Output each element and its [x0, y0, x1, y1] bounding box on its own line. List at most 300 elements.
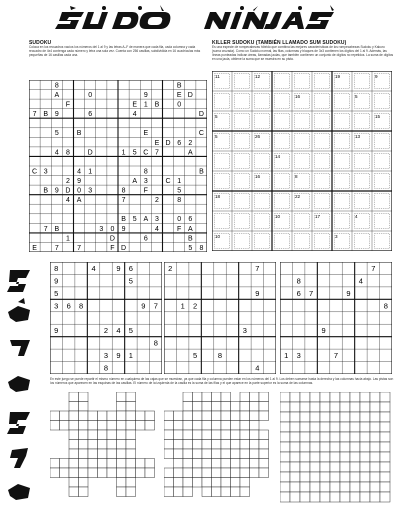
puzzle-cell[interactable] — [340, 422, 350, 432]
puzzle-cell[interactable] — [174, 478, 184, 488]
sudoku-cell[interactable]: 4 — [65, 197, 70, 205]
puzzle-cell[interactable] — [330, 462, 340, 472]
sudoku-cell[interactable]: B — [76, 130, 82, 138]
puzzle-cell[interactable] — [98, 459, 108, 469]
sudoku-cell[interactable]: D — [121, 244, 127, 252]
sudoku-cell[interactable]: D — [198, 111, 204, 119]
puzzle-cell[interactable] — [79, 421, 89, 431]
puzzle-cell[interactable] — [202, 478, 212, 488]
puzzle-cell[interactable] — [350, 422, 360, 432]
sudoku-cell[interactable]: C — [198, 130, 204, 138]
puzzle-cell[interactable] — [250, 449, 260, 459]
mini-sudoku-cell[interactable]: 6 — [128, 263, 133, 273]
puzzle-cell[interactable] — [370, 402, 380, 412]
puzzle-cell[interactable] — [183, 421, 193, 431]
puzzle-cell[interactable] — [117, 449, 127, 459]
puzzle-cell[interactable] — [231, 487, 241, 497]
sudoku-cell[interactable]: E — [143, 130, 149, 138]
puzzle-cell[interactable] — [136, 459, 146, 469]
puzzle-cell[interactable] — [250, 411, 260, 421]
sudoku-cell[interactable]: B — [43, 111, 49, 119]
puzzle-cell[interactable] — [164, 440, 174, 450]
puzzle-cell[interactable] — [350, 402, 360, 412]
puzzle-cell[interactable] — [126, 430, 136, 440]
puzzle-cell[interactable] — [360, 412, 370, 422]
puzzle-cell[interactable] — [183, 430, 193, 440]
puzzle-cell[interactable] — [164, 421, 174, 431]
puzzle-cell[interactable] — [202, 411, 212, 421]
puzzle-cell[interactable] — [126, 440, 136, 450]
puzzle-cell[interactable] — [300, 482, 310, 492]
puzzle-cell[interactable] — [183, 440, 193, 450]
puzzle-cell[interactable] — [212, 392, 222, 402]
puzzle-cell[interactable] — [370, 432, 380, 442]
mini-sudoku-cell[interactable]: 9 — [255, 288, 260, 298]
puzzle-cell[interactable] — [380, 452, 390, 462]
puzzle-cell[interactable] — [126, 411, 136, 421]
puzzle-cell[interactable] — [320, 442, 330, 452]
puzzle-cell[interactable] — [380, 392, 390, 402]
sudoku-cell[interactable]: 6 — [177, 139, 182, 147]
puzzle-cell[interactable] — [320, 472, 330, 482]
sudoku-cell[interactable]: B — [121, 216, 126, 224]
puzzle-cell[interactable] — [212, 449, 222, 459]
puzzle-cell[interactable] — [310, 462, 320, 472]
puzzle-cell[interactable] — [136, 421, 146, 431]
puzzle-cell[interactable] — [212, 421, 222, 431]
puzzle-cell[interactable] — [174, 468, 184, 478]
puzzle-cell[interactable] — [300, 412, 310, 422]
puzzle-cell[interactable] — [330, 422, 340, 432]
puzzle-cell[interactable] — [126, 468, 136, 478]
puzzle-cell[interactable] — [136, 411, 146, 421]
mini-sudoku-cell[interactable]: 9 — [346, 288, 351, 298]
mini-sudoku-cell[interactable]: 8 — [217, 351, 223, 361]
puzzle-cell[interactable] — [360, 422, 370, 432]
puzzle-cell[interactable] — [360, 392, 370, 402]
mini-sudoku-cell[interactable]: 8 — [103, 363, 109, 373]
sudoku-cell[interactable]: 0 — [177, 216, 182, 224]
mini-sudoku-cell[interactable]: 3 — [242, 326, 247, 336]
puzzle-cell[interactable] — [340, 442, 350, 452]
puzzle-cell[interactable] — [240, 421, 250, 431]
mini-sudoku-cell[interactable]: 1 — [284, 351, 289, 361]
puzzle-cell[interactable] — [280, 492, 290, 502]
puzzle-cell[interactable] — [183, 487, 193, 497]
sudoku-cell[interactable]: 3 — [143, 178, 148, 186]
puzzle-cell[interactable] — [290, 432, 300, 442]
puzzle-cell[interactable] — [231, 411, 241, 421]
puzzle-cell[interactable] — [320, 392, 330, 402]
puzzle-cell[interactable] — [117, 478, 127, 488]
mini-sudoku-cell[interactable]: 3 — [54, 301, 59, 311]
sudoku-cell[interactable]: 9 — [54, 111, 59, 119]
puzzle-cell[interactable] — [69, 402, 79, 412]
puzzle-cell[interactable] — [183, 468, 193, 478]
sudoku-cell[interactable]: 1 — [177, 178, 182, 186]
sudoku-cell[interactable]: 7 — [54, 244, 59, 252]
puzzle-cell[interactable] — [69, 478, 79, 488]
puzzle-cell[interactable] — [202, 421, 212, 431]
puzzle-cell[interactable] — [360, 442, 370, 452]
sudoku-cell[interactable]: 1 — [88, 168, 93, 176]
sudoku-cell[interactable]: 2 — [65, 178, 70, 186]
puzzle-cell[interactable] — [88, 421, 98, 431]
puzzle-cell[interactable] — [370, 422, 380, 432]
sudoku-cell[interactable]: 5 — [132, 216, 137, 224]
puzzle-cell[interactable] — [350, 492, 360, 502]
puzzle-cell[interactable] — [107, 468, 117, 478]
puzzle-cell[interactable] — [340, 392, 350, 402]
puzzle-cell[interactable] — [221, 449, 231, 459]
puzzle-cell[interactable] — [212, 440, 222, 450]
mini-sudoku-cell[interactable]: 8 — [79, 301, 84, 311]
puzzle-cell[interactable] — [126, 459, 136, 469]
sudoku-grid[interactable] — [29, 80, 207, 252]
puzzle-cell[interactable] — [330, 402, 340, 412]
puzzle-cell[interactable] — [340, 492, 350, 502]
puzzle-cell[interactable] — [98, 449, 108, 459]
mini-sudoku-cell[interactable]: 2 — [103, 326, 109, 336]
sudoku-cell[interactable]: C — [165, 178, 171, 186]
puzzle-cell[interactable] — [212, 402, 222, 412]
puzzle-cell[interactable] — [360, 472, 370, 482]
mini-sudoku-cell[interactable]: 6 — [66, 301, 71, 311]
mini-sudoku-cell[interactable]: 4 — [116, 326, 121, 336]
puzzle-cell[interactable] — [360, 432, 370, 442]
puzzle-cell[interactable] — [126, 478, 136, 488]
sudoku-cell[interactable]: 5 — [177, 187, 182, 195]
puzzle-cell[interactable] — [193, 449, 203, 459]
puzzle-cell[interactable] — [231, 402, 241, 412]
puzzle-cell[interactable] — [280, 462, 290, 472]
puzzle-cell[interactable] — [290, 442, 300, 452]
puzzle-cell[interactable] — [231, 430, 241, 440]
puzzle-cell[interactable] — [174, 487, 184, 497]
puzzle-cell[interactable] — [240, 459, 250, 469]
mini-sudoku-cell[interactable]: 4 — [255, 363, 260, 373]
puzzle-cell[interactable] — [79, 468, 89, 478]
puzzle-cell[interactable] — [240, 411, 250, 421]
puzzle-cell[interactable] — [69, 392, 79, 402]
puzzle-cell[interactable] — [174, 459, 184, 469]
puzzle-cell[interactable] — [290, 392, 300, 402]
puzzle-cell[interactable] — [380, 402, 390, 412]
puzzle-cell[interactable] — [310, 482, 320, 492]
puzzle-cell[interactable] — [280, 422, 290, 432]
mini-sudoku-cell[interactable]: 9 — [116, 351, 121, 361]
mini-sudoku-cell[interactable]: 2 — [168, 263, 173, 273]
puzzle-cell[interactable] — [79, 392, 89, 402]
mini-sudoku-cell[interactable]: 6 — [296, 288, 301, 298]
puzzle-cell[interactable] — [280, 402, 290, 412]
puzzle-cell[interactable] — [350, 412, 360, 422]
puzzle-cell[interactable] — [300, 432, 310, 442]
sudoku-cell[interactable]: 1 — [65, 235, 70, 243]
puzzle-cell[interactable] — [350, 432, 360, 442]
puzzle-cell[interactable] — [250, 468, 260, 478]
sudoku-cell[interactable]: 0 — [88, 92, 93, 100]
puzzle-cell[interactable] — [300, 442, 310, 452]
puzzle-cell[interactable] — [330, 482, 340, 492]
puzzle-cell[interactable] — [300, 492, 310, 502]
sudoku-cell[interactable]: 6 — [188, 216, 193, 224]
puzzle-cell[interactable] — [145, 468, 155, 478]
puzzle-cell[interactable] — [174, 430, 184, 440]
puzzle-cell[interactable] — [300, 452, 310, 462]
puzzle-cell[interactable] — [380, 422, 390, 432]
puzzle-cell[interactable] — [164, 468, 174, 478]
puzzle-cell[interactable] — [88, 411, 98, 421]
sudoku-cell[interactable]: D — [109, 235, 115, 243]
sudoku-cell[interactable]: F — [110, 244, 115, 252]
puzzle-cell[interactable] — [330, 452, 340, 462]
sudoku-cell[interactable]: B — [54, 225, 60, 233]
puzzle-cell[interactable] — [183, 478, 193, 488]
puzzle-cell[interactable] — [193, 478, 203, 488]
puzzle-cell[interactable] — [174, 440, 184, 450]
puzzle-cell[interactable] — [193, 468, 203, 478]
sudoku-cell[interactable]: C — [143, 149, 149, 157]
puzzle-cell[interactable] — [320, 422, 330, 432]
puzzle-cell[interactable] — [88, 459, 98, 469]
puzzle-cell[interactable] — [164, 430, 174, 440]
puzzle-cell[interactable] — [221, 421, 231, 431]
puzzle-cell[interactable] — [259, 449, 269, 459]
puzzle-cell[interactable] — [126, 487, 136, 497]
mini-sudoku-cell[interactable]: 9 — [54, 276, 59, 286]
puzzle-cell[interactable] — [231, 478, 241, 488]
puzzle-cell[interactable] — [126, 402, 136, 412]
puzzle-cell[interactable] — [250, 392, 260, 402]
puzzle-cell[interactable] — [370, 452, 380, 462]
sudoku-cell[interactable]: 4 — [132, 111, 137, 119]
puzzle-cell[interactable] — [320, 402, 330, 412]
sudoku-cell[interactable]: E — [176, 92, 182, 100]
puzzle-cell[interactable] — [380, 412, 390, 422]
puzzle-cell[interactable] — [174, 449, 184, 459]
puzzle-cell[interactable] — [183, 459, 193, 469]
puzzle-cell[interactable] — [300, 422, 310, 432]
puzzle-cell[interactable] — [330, 412, 340, 422]
puzzle-cell[interactable] — [290, 492, 300, 502]
puzzle-cell[interactable] — [202, 392, 212, 402]
puzzle-cell[interactable] — [360, 462, 370, 472]
puzzle-cell[interactable] — [310, 402, 320, 412]
puzzle-cell[interactable] — [164, 449, 174, 459]
puzzle-cell[interactable] — [98, 440, 108, 450]
puzzle-cell[interactable] — [183, 449, 193, 459]
puzzle-cell[interactable] — [310, 412, 320, 422]
puzzle-cell[interactable] — [350, 472, 360, 482]
puzzle-cell[interactable] — [221, 411, 231, 421]
puzzle-cell[interactable] — [240, 402, 250, 412]
puzzle-cell[interactable] — [117, 468, 127, 478]
puzzle-cell[interactable] — [126, 421, 136, 431]
puzzle-cell[interactable] — [107, 411, 117, 421]
mini-sudoku-cell[interactable]: 5 — [128, 276, 133, 286]
puzzle-cell[interactable] — [310, 442, 320, 452]
puzzle-cell[interactable] — [126, 449, 136, 459]
puzzle-cell[interactable] — [69, 440, 79, 450]
puzzle-cell[interactable] — [193, 411, 203, 421]
puzzle-cell[interactable] — [290, 402, 300, 412]
sudoku-cell[interactable]: 3 — [99, 225, 104, 233]
puzzle-cell[interactable] — [79, 459, 89, 469]
puzzle-cell[interactable] — [221, 402, 231, 412]
puzzle-cell[interactable] — [98, 411, 108, 421]
puzzle-cell[interactable] — [117, 411, 127, 421]
puzzle-cell[interactable] — [117, 459, 127, 469]
puzzle-cell[interactable] — [183, 402, 193, 412]
sudoku-cell[interactable]: D — [165, 139, 171, 147]
sudoku-cell[interactable]: 3 — [88, 187, 93, 195]
sudoku-cell[interactable]: 3 — [154, 216, 159, 224]
mini-sudoku-cell[interactable]: 7 — [309, 288, 314, 298]
mini-sudoku-cell[interactable]: 1 — [128, 351, 133, 361]
puzzle-cell[interactable] — [250, 430, 260, 440]
puzzle-cell[interactable] — [117, 392, 127, 402]
puzzle-cell[interactable] — [280, 442, 290, 452]
sudoku-cell[interactable]: E — [32, 244, 37, 252]
cross-puzzle-2[interactable] — [164, 392, 274, 504]
sudoku-cell[interactable]: 9 — [143, 92, 148, 100]
puzzle-cell[interactable] — [126, 392, 136, 402]
puzzle-cell[interactable] — [107, 440, 117, 450]
puzzle-cell[interactable] — [310, 422, 320, 432]
puzzle-cell[interactable] — [193, 430, 203, 440]
puzzle-cell[interactable] — [380, 472, 390, 482]
puzzle-cell[interactable] — [88, 440, 98, 450]
mini-sudoku-cell[interactable]: 3 — [296, 351, 301, 361]
puzzle-cell[interactable] — [117, 402, 127, 412]
puzzle-cell[interactable] — [212, 487, 222, 497]
puzzle-cell[interactable] — [300, 462, 310, 472]
sudoku-cell[interactable]: D — [65, 187, 71, 195]
mini-sudoku-cell[interactable]: 9 — [141, 301, 146, 311]
puzzle-cell[interactable] — [50, 459, 60, 469]
puzzle-cell[interactable] — [250, 440, 260, 450]
puzzle-cell[interactable] — [290, 412, 300, 422]
puzzle-cell[interactable] — [117, 430, 127, 440]
puzzle-cell[interactable] — [370, 492, 380, 502]
mini-sudoku-cell[interactable]: 9 — [321, 326, 326, 336]
puzzle-cell[interactable] — [231, 421, 241, 431]
puzzle-cell[interactable] — [202, 402, 212, 412]
puzzle-cell[interactable] — [380, 432, 390, 442]
sudoku-cell[interactable]: F — [177, 225, 182, 233]
puzzle-cell[interactable] — [221, 459, 231, 469]
sudoku-cell[interactable]: 4 — [77, 168, 82, 176]
sudoku-cell[interactable]: 9 — [54, 187, 59, 195]
puzzle-cell[interactable] — [310, 492, 320, 502]
puzzle-cell[interactable] — [310, 472, 320, 482]
puzzle-cell[interactable] — [240, 449, 250, 459]
puzzle-cell[interactable] — [60, 411, 70, 421]
puzzle-cell[interactable] — [330, 392, 340, 402]
puzzle-cell[interactable] — [164, 487, 174, 497]
sudoku-cell[interactable]: A — [187, 149, 193, 157]
sudoku-cell[interactable]: 5 — [54, 130, 59, 138]
puzzle-cell[interactable] — [193, 392, 203, 402]
puzzle-cell[interactable] — [259, 440, 269, 450]
mini-sudoku-cell[interactable]: 8 — [54, 263, 59, 273]
puzzle-cell[interactable] — [240, 392, 250, 402]
sudoku-cell[interactable]: 8 — [177, 197, 182, 205]
sudoku-cell[interactable]: 5 — [188, 244, 193, 252]
sudoku-cell[interactable]: B — [199, 168, 204, 176]
puzzle-cell[interactable] — [193, 459, 203, 469]
puzzle-cell[interactable] — [231, 459, 241, 469]
mini-sudoku-3[interactable] — [280, 262, 392, 374]
puzzle-cell[interactable] — [320, 432, 330, 442]
puzzle-cell[interactable] — [231, 440, 241, 450]
puzzle-cell[interactable] — [221, 430, 231, 440]
sudoku-cell[interactable]: D — [187, 92, 193, 100]
puzzle-cell[interactable] — [310, 452, 320, 462]
puzzle-cell[interactable] — [280, 452, 290, 462]
puzzle-cell[interactable] — [259, 468, 269, 478]
sudoku-cell[interactable]: 1 — [143, 101, 148, 109]
puzzle-cell[interactable] — [79, 402, 89, 412]
sudoku-cell[interactable]: 4 — [54, 149, 59, 157]
puzzle-cell[interactable] — [330, 432, 340, 442]
puzzle-cell[interactable] — [370, 442, 380, 452]
puzzle-cell[interactable] — [320, 462, 330, 472]
sudoku-cell[interactable]: 6 — [143, 235, 148, 243]
puzzle-cell[interactable] — [88, 468, 98, 478]
puzzle-cell[interactable] — [202, 430, 212, 440]
puzzle-cell[interactable] — [350, 452, 360, 462]
sudoku-cell[interactable]: F — [143, 187, 148, 195]
puzzle-cell[interactable] — [340, 482, 350, 492]
puzzle-cell[interactable] — [69, 449, 79, 459]
puzzle-cell[interactable] — [221, 478, 231, 488]
puzzle-cell[interactable] — [350, 482, 360, 492]
mini-sudoku-cell[interactable]: 4 — [358, 276, 363, 286]
mini-sudoku-cell[interactable]: 3 — [103, 351, 109, 361]
puzzle-cell[interactable] — [145, 459, 155, 469]
puzzle-cell[interactable] — [193, 421, 203, 431]
puzzle-cell[interactable] — [240, 440, 250, 450]
puzzle-cell[interactable] — [221, 468, 231, 478]
sudoku-cell[interactable]: B — [187, 235, 193, 243]
sudoku-cell[interactable]: 0 — [177, 101, 182, 109]
sudoku-cell[interactable]: 2 — [188, 139, 193, 147]
puzzle-cell[interactable] — [79, 487, 89, 497]
puzzle-cell[interactable] — [259, 392, 269, 402]
puzzle-cell[interactable] — [174, 411, 184, 421]
sudoku-cell[interactable]: A — [143, 216, 149, 224]
puzzle-cell[interactable] — [380, 442, 390, 452]
mini-sudoku-cell[interactable]: 7 — [371, 263, 376, 273]
sudoku-cell[interactable]: 0 — [77, 187, 82, 195]
puzzle-cell[interactable] — [240, 430, 250, 440]
puzzle-cell[interactable] — [280, 392, 290, 402]
puzzle-cell[interactable] — [340, 452, 350, 462]
puzzle-cell[interactable] — [183, 411, 193, 421]
puzzle-cell[interactable] — [212, 430, 222, 440]
puzzle-cell[interactable] — [164, 411, 174, 421]
puzzle-cell[interactable] — [340, 412, 350, 422]
puzzle-cell[interactable] — [174, 421, 184, 431]
mini-sudoku-cell[interactable]: 1 — [180, 301, 185, 311]
puzzle-cell[interactable] — [50, 411, 60, 421]
puzzle-cell[interactable] — [69, 459, 79, 469]
sudoku-cell[interactable]: 4 — [154, 225, 159, 233]
puzzle-cell[interactable] — [69, 411, 79, 421]
puzzle-cell[interactable] — [221, 440, 231, 450]
